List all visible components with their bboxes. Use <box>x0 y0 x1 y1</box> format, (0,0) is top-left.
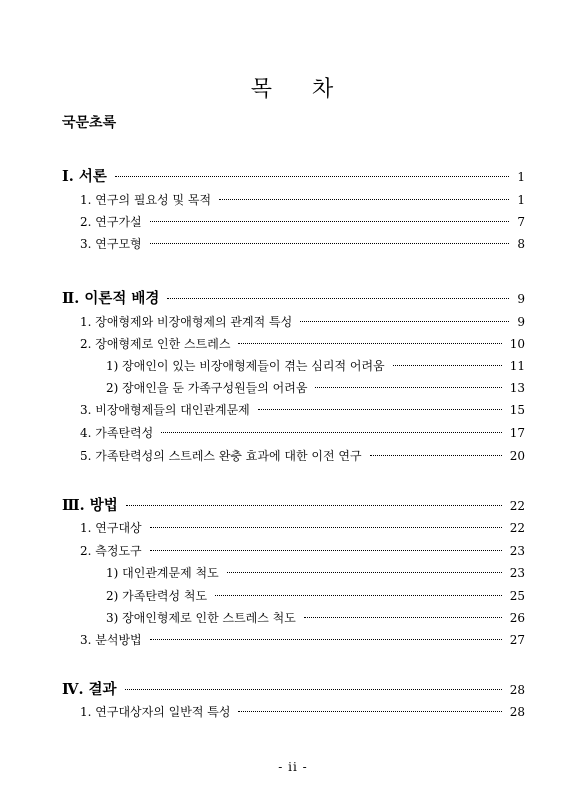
toc-subitem-2-2-1[interactable] <box>106 357 525 377</box>
toc-label: 1) 대인관계문제 척도 <box>106 566 219 580</box>
toc-section-2[interactable] <box>62 287 525 307</box>
toc-label: 2. 장애형제로 인한 스트레스 <box>80 337 231 351</box>
toc-item-2-1[interactable] <box>80 313 525 333</box>
toc-subitem-2-2-2[interactable] <box>106 379 525 399</box>
dot-leader <box>161 432 501 433</box>
dot-leader <box>227 572 502 573</box>
toc-label: 1. 연구대상 <box>80 521 142 535</box>
toc-page-number: 11 <box>509 359 525 373</box>
toc-item-2-5[interactable] <box>80 447 525 467</box>
dot-leader <box>370 455 502 456</box>
dot-leader <box>393 365 502 366</box>
toc-page-number: 25 <box>509 589 525 603</box>
toc-label: 3) 장애인형제로 인한 스트레스 척도 <box>106 611 296 625</box>
toc-label: 2. 연구가설 <box>80 215 142 229</box>
toc-page-number: 20 <box>509 449 525 463</box>
toc-label: 1. 연구의 필요성 및 목적 <box>80 193 212 207</box>
toc-page-number: 22 <box>509 499 525 513</box>
toc-page-number: 17 <box>509 426 525 440</box>
toc-item-2-3[interactable] <box>80 401 525 421</box>
dot-leader <box>150 221 510 222</box>
toc-page-number: 10 <box>509 337 525 351</box>
toc-section-3[interactable] <box>62 494 525 514</box>
dot-leader <box>215 595 502 596</box>
toc-page-number: 28 <box>509 705 525 719</box>
toc-label: Ⅲ. 방법 <box>62 497 118 514</box>
toc-item-4-1[interactable] <box>80 703 525 723</box>
page-number-footer: - ii - <box>278 760 308 774</box>
toc-page-number: 28 <box>509 683 525 697</box>
dot-leader <box>238 711 501 712</box>
toc-subitem-3-2-3[interactable] <box>106 609 525 629</box>
toc-subitem-3-2-1[interactable] <box>106 564 525 584</box>
page-title <box>0 72 586 103</box>
toc-item-3-2[interactable] <box>80 542 525 562</box>
toc-item-1-3[interactable] <box>80 235 525 255</box>
toc-page-number: 8 <box>517 237 525 251</box>
dot-leader <box>150 639 502 640</box>
toc-label: 3. 연구모형 <box>80 237 142 251</box>
dot-leader <box>126 505 502 506</box>
toc-label: 4. 가족탄력성 <box>80 426 154 440</box>
toc-item-1-1[interactable] <box>80 191 525 211</box>
toc-label: Ⅳ. 결과 <box>62 681 117 698</box>
toc-label: 3. 분석방법 <box>80 633 142 647</box>
dot-leader <box>150 550 502 551</box>
toc-label: 1) 장애인이 있는 비장애형제들이 겪는 심리적 어려움 <box>106 359 385 373</box>
toc-page-number: 23 <box>509 544 525 558</box>
dot-leader <box>304 617 502 618</box>
toc-item-3-1[interactable] <box>80 519 525 539</box>
toc-page-number: 27 <box>509 633 525 647</box>
toc-label: 2. 측정도구 <box>80 544 142 558</box>
dot-leader <box>300 321 509 322</box>
toc-page-number: 26 <box>509 611 525 625</box>
dot-leader <box>115 176 509 177</box>
toc-section-1[interactable] <box>62 165 525 185</box>
title-char-1: 목 <box>250 77 274 102</box>
toc-page-number: 13 <box>509 381 525 395</box>
toc-item-2-2[interactable] <box>80 335 525 355</box>
dot-leader <box>150 527 502 528</box>
toc-page-number: 9 <box>517 315 525 329</box>
toc-page-number: 1 <box>517 170 525 184</box>
toc-page-number: 1 <box>517 193 525 207</box>
dot-leader <box>167 298 509 299</box>
title-char-2: 차 <box>312 77 336 102</box>
toc-page-number: 7 <box>517 215 525 229</box>
toc-label: 3. 비장애형제들의 대인관계문제 <box>80 403 250 417</box>
toc-subitem-3-2-2[interactable] <box>106 587 525 607</box>
toc-label: 1. 연구대상자의 일반적 특성 <box>80 705 231 719</box>
toc-page-number: 9 <box>517 292 525 306</box>
toc-label: 2) 가족탄력성 척도 <box>106 589 208 603</box>
toc-item-2-4[interactable] <box>80 424 525 444</box>
toc-page-number: 23 <box>509 566 525 580</box>
dot-leader <box>219 199 509 200</box>
toc-item-1-2[interactable] <box>80 213 525 233</box>
toc-label: 1. 장애형제와 비장애형제의 관계적 특성 <box>80 315 293 329</box>
dot-leader <box>258 409 502 410</box>
toc-section-4[interactable] <box>62 678 525 698</box>
toc-label: Ⅰ. 서론 <box>62 168 107 185</box>
dot-leader <box>150 243 510 244</box>
toc-label: 5. 가족탄력성의 스트레스 완충 효과에 대한 이전 연구 <box>80 449 362 463</box>
toc-item-3-3[interactable] <box>80 631 525 651</box>
toc-label: Ⅱ. 이론적 배경 <box>62 290 160 307</box>
dot-leader <box>315 387 501 388</box>
dot-leader <box>125 689 502 690</box>
dot-leader <box>238 343 501 344</box>
abstract-heading: 국문초록 <box>62 115 117 131</box>
toc-page-number: 15 <box>509 403 525 417</box>
toc-page-number: 22 <box>509 521 525 535</box>
toc-label: 2) 장애인을 둔 가족구성원들의 어려움 <box>106 381 308 395</box>
